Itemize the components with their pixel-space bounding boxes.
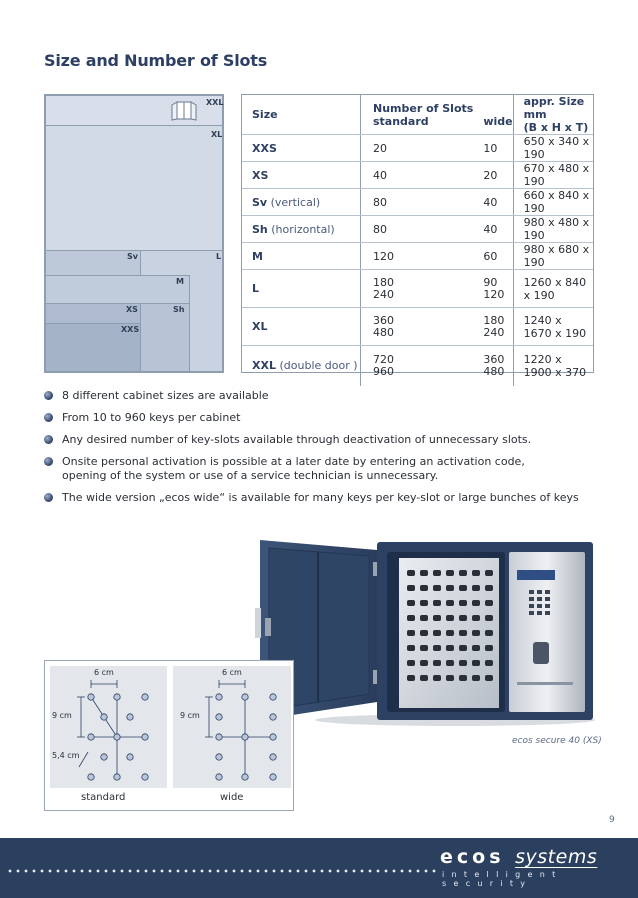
slot-spacing-diagram (44, 660, 294, 811)
table-row: XXS 20 10 650 x 340 x 190 (242, 135, 593, 162)
label-xxl: XXL (206, 98, 224, 107)
label-l: L (216, 252, 222, 261)
table-row: Sh (horizontal) 80 40 980 x 480 x 190 (242, 216, 593, 243)
key-cabinet-photo (255, 534, 595, 730)
label-xs: XS (126, 305, 138, 314)
header-standard: Number of Slots standard (361, 95, 474, 135)
table-row: Sv (vertical) 80 40 660 x 840 x 190 (242, 189, 593, 216)
header-slots: Number of Slots (373, 101, 474, 115)
list-item: Any desired number of key-slots available through deactivation of unnecessary slots. (44, 433, 604, 447)
standard-diag-dim: 5,4 cm (52, 751, 80, 760)
label-xl: XL (211, 130, 223, 139)
bullet-icon (44, 493, 53, 502)
header-dims: appr. Size mm (B x H x T) (513, 95, 593, 135)
wide-v-dim: 9 cm (180, 711, 200, 720)
standard-label: standard (81, 792, 126, 803)
page-number: 9 (609, 815, 615, 825)
standard-v-dim: 9 cm (52, 711, 72, 720)
table-row: XS 40 20 670 x 480 x 190 (242, 162, 593, 189)
bullet-icon (44, 391, 53, 400)
header-wide: wide (473, 95, 513, 135)
wide-h-dim: 6 cm (222, 668, 242, 677)
table-row: L 180 240 90 120 1260 x 840 x 190 (242, 270, 593, 308)
footer-bar (0, 838, 638, 898)
brand-logo: ecos systems (440, 846, 598, 868)
page-title: Size and Number of Slots (44, 51, 268, 70)
bullet-icon (44, 457, 53, 466)
label-xxs: XXS (121, 325, 140, 334)
label-sv: Sv (127, 252, 138, 261)
bullet-icon (44, 435, 53, 444)
list-item: Onsite personal activation is possible at a later date by entering an activation code, opening of the system or use of a service technician is unnecessary. (44, 455, 604, 483)
wide-label: wide (220, 792, 244, 803)
table-row: XL 360 480 180 240 1240 x 1670 x 190 (242, 308, 593, 346)
list-item: The wide version „ecos wide“ is available for many keys per key-slot or large bunches of keys (44, 491, 604, 505)
label-m: M (176, 277, 184, 286)
label-sh: Sh (173, 305, 185, 314)
table-header-row (242, 95, 593, 135)
list-item: 8 different cabinet sizes are available (44, 389, 604, 403)
list-item: From 10 to 960 keys per cabinet (44, 411, 604, 425)
slots-table (241, 94, 594, 379)
header-size: Size (242, 95, 361, 135)
slot-spacing-figure (45, 661, 293, 810)
photo-caption: ecos secure 40 (XS) (512, 736, 602, 746)
cabinet-size-diagram (44, 94, 224, 373)
table-row: XXL (double door ) 720 960 360 480 1220 x 1900 x 370 (242, 346, 593, 386)
feature-list (44, 389, 604, 513)
bullet-icon (44, 413, 53, 422)
standard-h-dim: 6 cm (94, 668, 114, 677)
dotted-line (6, 869, 436, 873)
double-door-icon (171, 98, 197, 122)
table-row: M 120 60 980 x 680 x 190 (242, 243, 593, 270)
brand-tagline: intelligent security (442, 870, 563, 888)
